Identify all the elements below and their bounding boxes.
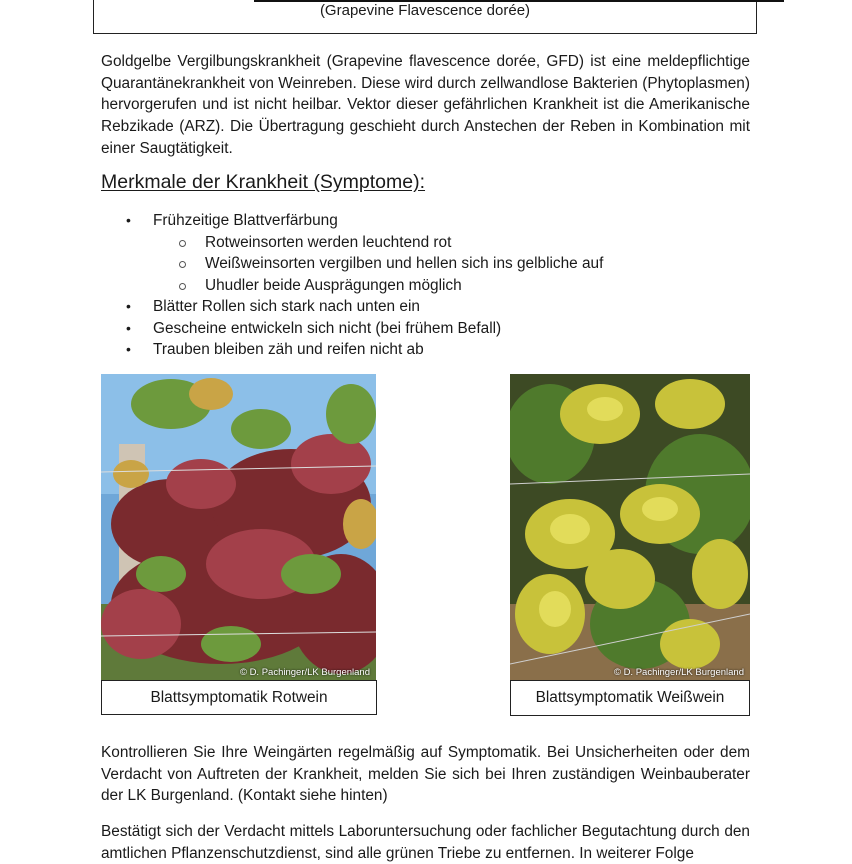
symptoms-heading: Merkmale der Krankheit (Symptome): bbox=[101, 171, 426, 193]
caption-weisswein: Blattsymptomatik Weißwein bbox=[510, 680, 750, 716]
caption-rotwein: Blattsymptomatik Rotwein bbox=[101, 680, 377, 715]
symptom-subitem bbox=[205, 277, 462, 295]
bullet-icon: • bbox=[126, 212, 131, 228]
confirm-paragraph: Bestätigt sich der Verdacht mittels Laboruntersuchung oder fachlicher Begutachtung durch den amtlichen Pflanzenschutzdienst, sind alle grünen Triebe zu entfernen. In weiterer Folge bbox=[101, 823, 750, 862]
symptom-text: Rotweinsorten werden leuchtend rot bbox=[205, 234, 452, 251]
symptom-text: Gescheine entwickeln sich nicht (bei frühem Befall) bbox=[153, 320, 502, 337]
title-box bbox=[93, 0, 757, 34]
bullet-icon: • bbox=[126, 320, 131, 336]
intro-paragraph: Goldgelbe Vergilbungskrankheit (Grapevine flavescence dorée, GFD) ist eine meldepflichtige Quarantänekrankheit von Weinreben. Diese wird durch zellwandlose Bakterien (Phytoplasmen) hervorgerufen und ist nicht heilbar. Vektor dieser gefährlichen Krankheit ist die Amerikanische Rebzikade (ARZ). Die Übertragung geschieht durch Anstechen der Reben in Kombination mit einer Saugtätigkeit. bbox=[101, 53, 750, 157]
symptom-item bbox=[126, 212, 338, 230]
symptom-item bbox=[126, 298, 420, 316]
symptom-item bbox=[126, 320, 502, 338]
bullet-icon: • bbox=[126, 298, 131, 314]
symptom-text: Uhudler beide Ausprägungen möglich bbox=[205, 277, 462, 294]
symptom-item bbox=[126, 341, 424, 359]
symptom-text: Frühzeitige Blattverfärbung bbox=[153, 212, 338, 229]
symptom-text: Trauben bleiben zäh und reifen nicht ab bbox=[153, 341, 424, 358]
symptom-subitem bbox=[205, 234, 451, 252]
photo-credit: © D. Pachinger/LK Burgenland bbox=[613, 667, 744, 678]
subtitle: (Grapevine Flavescence dorée) bbox=[319, 2, 531, 19]
symptom-subitem bbox=[205, 255, 603, 273]
photo-weisswein bbox=[510, 374, 750, 680]
circle-bullet-icon bbox=[179, 283, 186, 290]
bullet-icon: • bbox=[126, 341, 131, 357]
symptom-text: Weißweinsorten vergilben und hellen sich ins gelbliche auf bbox=[205, 255, 604, 272]
symptom-text: Blätter Rollen sich stark nach unten ein bbox=[153, 298, 420, 315]
photo-rotwein bbox=[101, 374, 376, 680]
control-paragraph: Kontrollieren Sie Ihre Weingärten regelmäßig auf Symptomatik. Bei Unsicherheiten oder dem Verdacht von Auftreten der Krankheit, melden Sie sich bei Ihren zuständigen Weinbauberater der LK Burgenland. (Kontakt siehe hinten) bbox=[101, 744, 750, 805]
photo-credit: © D. Pachinger/LK Burgenland bbox=[239, 667, 370, 678]
circle-bullet-icon bbox=[179, 261, 186, 268]
circle-bullet-icon bbox=[179, 240, 186, 247]
